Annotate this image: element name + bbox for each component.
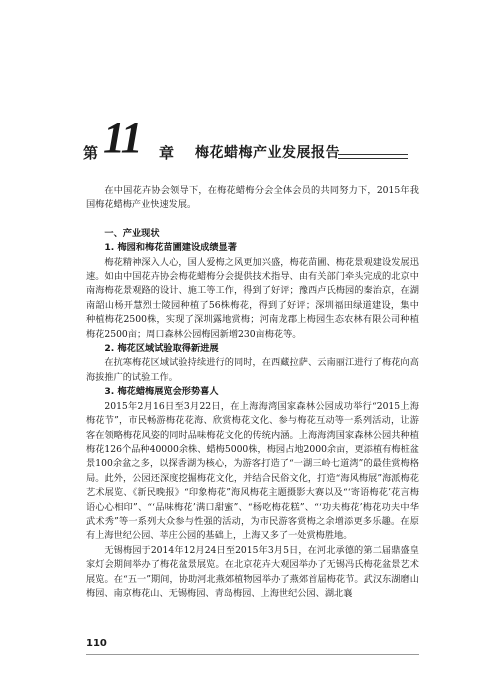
chapter-suffix: 章 [159,144,175,162]
section-heading: 一、产业现状 [104,227,160,239]
subsection-heading-2: 2. 梅花区域试验取得新进展 [104,343,219,355]
subsection-text-3a: 2015年2月16日至3月22日，在上海海湾国家森林公园成功举行“2015上海梅花节”，市民畅游梅花花海、欣赏梅花文化、参与梅花互动等一系列活动，让游客在领略梅花风姿的同时品味梅花文化的传统内涵。上海海湾国家森林公园共种植梅花126个品种40000余株、蜡梅5000株，梅园占地2000余亩，更添植有梅桩盆景100余盆之多，以探香湖为核心，为游客打造了“一湖三岭七道湾”的最佳赏梅格局。此外，公园还深度挖掘梅花文化，并结合民俗文化，打造“海风梅展”海派梅花艺术展览、《新民晚报》“印象梅花”海风梅花主题摄影大赛以及“‘寄语梅花’花言梅语心心相印”、“‘品味梅花’满口甜蜜”、“杨吃梅花糕”、“‘功夫梅花’梅花功夫中华武术秀”等一系列大众参与性强的活动，为市民游客赏梅之余增添更多乐趣。在原有上海世纪公园、莘庄公园的基础上，上海又多了一处赏梅胜地。 [86,400,419,542]
subsection-text-1: 梅花精神深入人心，国人爱梅之风更加兴盛，梅花苗圃、梅花景观建设发展迅速。如由中国花卉协会梅花蜡梅分会提供技术指导、由有关部门牵头完成的北京中南海梅花景观路的设计、施工等工作，得到了好评；豫西卢氏梅园的秦治京，在湖南韶山杨开慧烈士陵园种植了56株梅花，得到了好评；深圳福田绿道建设，集中种植梅花2500株，实现了深圳露地赏梅；河南龙郡上梅园生态农林有限公司种植梅花2500亩；周口森林公园梅园新增230亩梅花等。 [86,256,419,340]
subsection-heading-1: 1. 梅园和梅花苗圃建设成绩显著 [104,242,237,254]
footer-rule [86,654,419,655]
title-rule-bottom [338,158,408,159]
chapter-prefix: 第 [83,144,99,162]
subsection-text-3b: 无锡梅园于2014年12月24日至2015年3月5日，在河北承德的第二届鼎盛皇家灯会期间举办了梅花盆景展览。在北京花卉大观园举办了无锡冯氏梅花盆景艺术展览。在“五一”期间，协助河北燕郊植物园举办了燕郊首届梅花节。武汉东湖磨山梅园、南京梅花山、无锡梅园、青岛梅园、上海世纪公园、湖北襄 [86,544,419,599]
intro-paragraph: 在中国花卉协会领导下，在梅花蜡梅分会全体会员的共同努力下，2015年我国梅花蜡梅产业快速发展。 [86,185,419,211]
page-number: 110 [86,638,107,649]
subsection-text-2: 在抗寒梅花区域试验持续进行的同时，在西藏拉萨、云南丽江进行了梅花向高海拔推广的试验工作。 [86,357,419,383]
chapter-title: 梅花蜡梅产业发展报告 [195,145,340,161]
subsection-heading-3: 3. 梅花蜡梅展览会形势喜人 [104,386,219,398]
chapter-number: 11 [103,113,141,162]
title-rule-top [338,154,408,155]
chapter-heading [83,112,423,164]
body-text [86,184,419,601]
